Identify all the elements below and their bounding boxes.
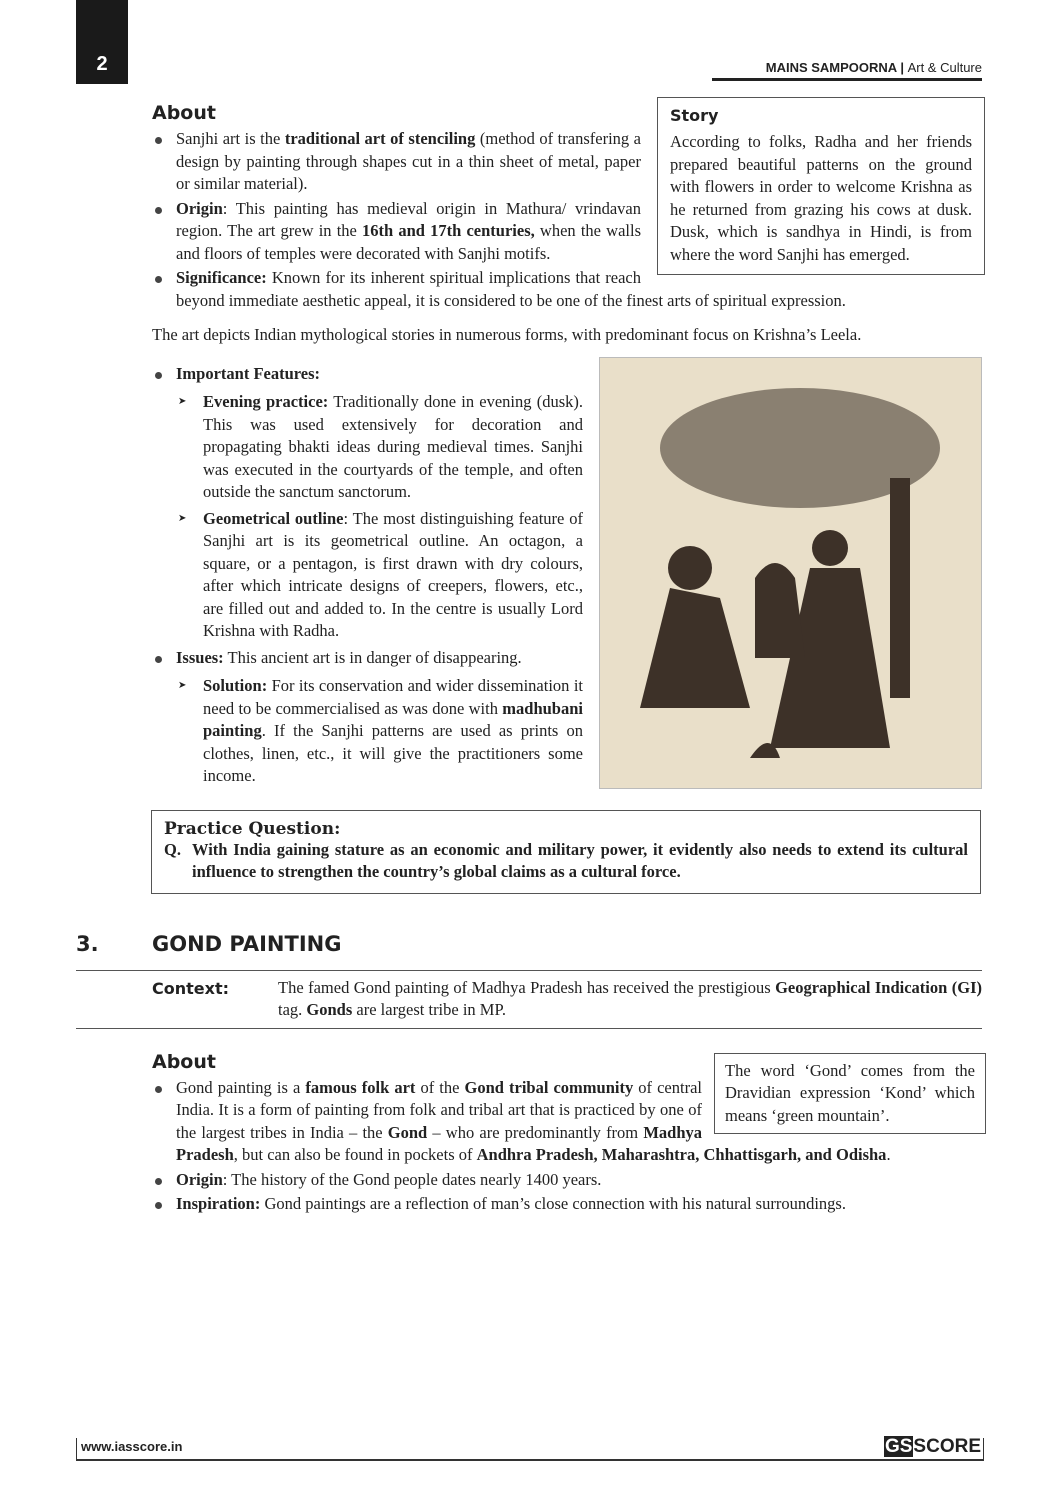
story-title: Story bbox=[670, 106, 719, 125]
sub-item: ➤ Evening practice: Traditionally done in evening (dusk). This was used extensively for decoration and propagating bhakti ideas during medieval times. Sanjhi was executed in the courtyards of the temple, and often outside the sanctum sanctorum. bbox=[178, 391, 982, 504]
solution: ➤ Solution: For its conservation and wider dissemination it need to be commercialised as was done with madhubani painting. If the Sanjhi patterns are used as prints on clothes, linen, etc., it will give the practitioners some income. bbox=[178, 675, 982, 788]
paragraph: The art depicts Indian mythological stories in numerous forms, with predominant focus on Krishna’s Leela. bbox=[152, 325, 862, 344]
context-block bbox=[76, 970, 982, 1029]
list-item: Sanjhi art is the traditional art of stenciling (method of transfering a design by painting through shapes cut in a thin sheet of metal, paper or similar material). bbox=[152, 128, 982, 196]
footer-url[interactable]: www.iasscore.in bbox=[81, 1439, 183, 1454]
sanjhi-about bbox=[152, 128, 982, 312]
features bbox=[152, 363, 982, 788]
list-item: Origin: The history of the Gond people dates nearly 1400 years. bbox=[152, 1169, 982, 1192]
list-item: Inspiration: Gond paintings are a reflection of man’s close connection with his natural surroundings. bbox=[152, 1193, 982, 1216]
series-name: MAINS SAMPOORNA bbox=[765, 60, 897, 75]
list-item: Significance: Known for its inherent spiritual implications that reach beyond immediate aesthetic appeal, it is considered to be one of the finest arts of spiritual expression. bbox=[152, 267, 982, 312]
page-number: 2 bbox=[76, 0, 128, 84]
practice-question-box bbox=[151, 810, 981, 894]
subject: Art & Culture bbox=[907, 60, 982, 75]
gond-bullets bbox=[152, 1077, 982, 1216]
list-item: Issues: This ancient art is in danger of disappearing. ➤ Solution: For its conservation and wider dissemination it need to be commercialised as was done with madhubani painting. If the Sanjhi patterns are used as prints on clothes, linen, etc., it will give the practitioners some income. bbox=[152, 647, 982, 788]
story-text: According to folks, Radha and her friends prepared beautiful patterns on the ground with flowers in order to welcome Krishna as he returned from grazing his cows at dusk. Dusk, which is sandhya in Hindi, is from where the word Sanjhi has emerged. bbox=[670, 132, 972, 264]
footer bbox=[76, 1438, 984, 1461]
sub-item: ➤ Geometrical outline: The most distinguishing feature of Sanjhi art is its geometrical outline. An octagon, a square, or a pentagon, is first drawn with dry colours, after which intricate designs of creepers, flowers, etc., are filled out and added to. In the centre is usually Lord Krishna with Radha. bbox=[178, 508, 982, 643]
practice-title: Practice Question: bbox=[164, 818, 341, 839]
section-title: GOND PAINTING bbox=[152, 931, 342, 956]
list-item: Gond painting is a famous folk art of the Gond tribal community of central India. It is a form of painting from folk and tribal art that is practiced by one of the largest tribes in India – the Gond – who are predominantly from Madhya Pradesh, but can also be found in pockets of Andhra Pradesh, Maharashtra, Chhattisgarh, and Odisha. bbox=[152, 1077, 982, 1167]
section-header bbox=[76, 931, 982, 962]
q-label: Q. bbox=[164, 839, 181, 859]
running-header: MAINS SAMPOORNA | Art & Culture bbox=[712, 60, 982, 81]
gond-about-heading: About bbox=[152, 1050, 216, 1073]
context-text: The famed Gond painting of Madhya Pradesh has received the prestigious Geographical Indication (GI) tag. Gonds are largest tribe in MP. bbox=[278, 977, 982, 1019]
list-item: Important Features: ➤ Evening practice: Traditionally done in evening (dusk). This was used extensively for decoration and propagating bhakti ideas during medieval times. Sanjhi was executed in the courtyards of the temple, and often outside the sanctum sanctorum. ➤ Geometrical outline: The most distinguishing feature of Sanjhi art is its geometrical outline. An octagon, a square, or a pentagon, is first drawn with dry colours, after which intricate designs of creepers, flowers, etc., are filled out and added to. In the centre is usually Lord Krishna with Radha. bbox=[152, 363, 982, 643]
about-heading: About bbox=[152, 102, 216, 124]
context-label: Context: bbox=[152, 978, 229, 998]
gond-word-text: The word ‘Gond’ comes from the Dravidian expression ‘Kond’ which means ‘green mountain’. bbox=[725, 1060, 975, 1125]
content-flow bbox=[76, 102, 982, 1218]
gs-score-logo: GSSCORE bbox=[884, 1436, 981, 1457]
section-number: 3. bbox=[76, 931, 99, 956]
question-text: With India gaining stature as an economic and military power, it evidently also needs to extend its cultural influence to strengthen the country’s global claims as a cultural force. bbox=[192, 839, 968, 881]
list-item: Origin: This painting has medieval origin in Mathura/ vrindavan region. The art grew in the 16th and 17th centuries, when the walls and floors of temples were decorated with Sanjhi motifs. bbox=[152, 198, 982, 266]
